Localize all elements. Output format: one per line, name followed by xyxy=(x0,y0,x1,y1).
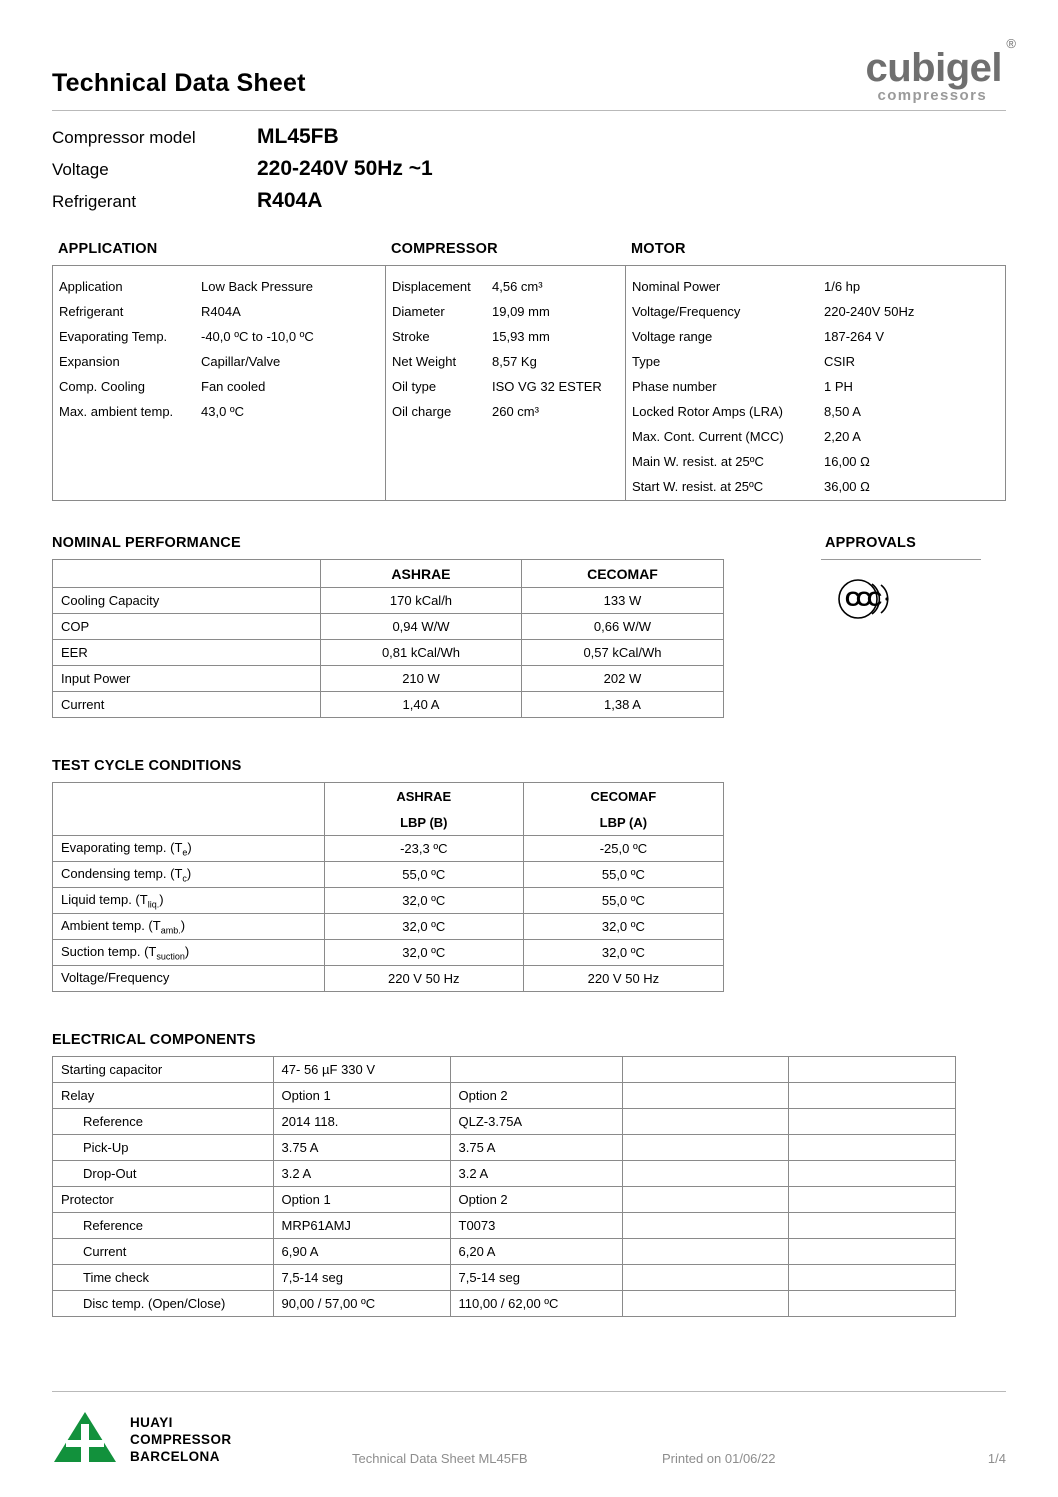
row-option1: 7,5-14 seg xyxy=(273,1265,450,1291)
header-cecomaf: CECOMAF xyxy=(523,783,723,810)
row-extra1 xyxy=(622,1109,789,1135)
row-label: Cooling Capacity xyxy=(53,588,321,614)
spec-row xyxy=(392,299,625,324)
row-ashrae: 210 W xyxy=(321,666,522,692)
row-label-sub: amb. xyxy=(160,925,181,936)
electrical-components-table xyxy=(52,1056,956,1317)
row-ashrae: 32,0 ºC xyxy=(324,914,523,940)
nominal-performance-table xyxy=(52,559,724,718)
table-row xyxy=(53,1109,956,1135)
row-option1: 2014 118. xyxy=(273,1109,450,1135)
row-label-sub: c xyxy=(182,873,187,884)
table-subheader-row xyxy=(53,809,724,836)
table-row xyxy=(53,914,724,940)
model-row xyxy=(52,189,1006,213)
row-label: Input Power xyxy=(53,666,321,692)
row-option1: 6,90 A xyxy=(273,1239,450,1265)
row-label: EER xyxy=(53,640,321,666)
row-label: Pick-Up xyxy=(53,1135,274,1161)
table-row xyxy=(53,966,724,992)
row-label-sub: liq. xyxy=(147,899,160,910)
spec-key: Locked Rotor Amps (LRA) xyxy=(632,404,784,419)
row-cecomaf: 32,0 ºC xyxy=(523,914,723,940)
spec-value: Capillar/Valve xyxy=(201,354,281,369)
table-row xyxy=(53,666,724,692)
spec-value: 2,20 A xyxy=(824,429,861,444)
spec-value: ISO VG 32 ESTER xyxy=(492,379,602,394)
subheader-ashrae: LBP (B) xyxy=(324,809,523,836)
row-ashrae: -23,3 ºC xyxy=(324,836,523,862)
approvals-block xyxy=(821,535,1006,624)
spec-key: Nominal Power xyxy=(632,279,721,294)
spec-value: 15,93 mm xyxy=(492,329,550,344)
spec-row xyxy=(632,449,1005,474)
spec-key: Evaporating Temp. xyxy=(59,329,168,344)
electrical-components-heading: ELECTRICAL COMPONENTS xyxy=(52,1032,256,1048)
row-label-end: ) xyxy=(180,917,186,933)
row-label-text: Voltage/Frequency xyxy=(61,969,170,985)
page-footer xyxy=(52,1391,1006,1469)
spec-row xyxy=(632,274,1005,299)
row-extra2 xyxy=(789,1109,956,1135)
row-option1: 3.2 A xyxy=(273,1161,450,1187)
table-row xyxy=(53,836,724,862)
spec-value: 1 PH xyxy=(824,379,853,394)
row-option2: T0073 xyxy=(450,1213,622,1239)
spec-value: 16,00 Ω xyxy=(824,454,870,469)
svg-text:C: C xyxy=(856,588,872,611)
table-row xyxy=(53,1161,956,1187)
row-option2: QLZ-3.75A xyxy=(450,1109,622,1135)
table-row xyxy=(53,692,724,718)
table-row xyxy=(53,1291,956,1317)
spec-value: 4,56 cm³ xyxy=(492,279,543,294)
row-label xyxy=(53,862,325,888)
spec-key: Expansion xyxy=(59,354,120,369)
row-cecomaf: -25,0 ºC xyxy=(523,836,723,862)
row-label-end: ) xyxy=(184,943,190,959)
header-ashrae: ASHRAE xyxy=(324,783,523,810)
spec-row xyxy=(632,349,1005,374)
motor-column xyxy=(626,266,1005,500)
row-label-text: Evaporating temp. (T xyxy=(61,839,183,855)
huayi-line1: HUAYI xyxy=(130,1415,173,1430)
huayi-mark-icon xyxy=(52,1410,118,1469)
spec-row xyxy=(632,474,1005,499)
spec-row xyxy=(392,399,625,424)
spec-row xyxy=(392,349,625,374)
spec-row xyxy=(392,274,625,299)
application-heading: APPLICATION xyxy=(58,241,158,257)
spec-key: Main W. resist. at 25ºC xyxy=(632,454,764,469)
footer-meta xyxy=(352,1451,1006,1469)
spec-row xyxy=(632,399,1005,424)
performance-and-approvals xyxy=(52,535,1006,718)
electrical-components-block xyxy=(52,1032,1006,1317)
row-option2: Option 2 xyxy=(450,1083,622,1109)
header-cecomaf: CECOMAF xyxy=(521,560,723,588)
spec-row xyxy=(59,399,385,424)
header-blank xyxy=(53,783,325,810)
row-ashrae: 170 kCal/h xyxy=(321,588,522,614)
row-extra1 xyxy=(622,1057,789,1083)
row-option2: 3.75 A xyxy=(450,1135,622,1161)
ccc-mark-icon xyxy=(831,574,905,624)
row-extra2 xyxy=(789,1239,956,1265)
header-blank xyxy=(53,560,321,588)
row-label xyxy=(53,940,325,966)
row-label-text: Liquid temp. (T xyxy=(61,891,148,907)
row-label-text: Suction temp. (T xyxy=(61,943,157,959)
footer-doc-ref: Technical Data Sheet ML45FB xyxy=(352,1451,528,1466)
spec-key: Start W. resist. at 25ºC xyxy=(632,479,764,494)
row-extra1 xyxy=(622,1187,789,1213)
row-extra2 xyxy=(789,1083,956,1109)
row-ashrae: 0,94 W/W xyxy=(321,614,522,640)
footer-content xyxy=(52,1410,1006,1469)
row-extra2 xyxy=(789,1057,956,1083)
row-label-sub: e xyxy=(182,847,188,858)
model-label: Compressor model xyxy=(52,128,196,147)
refrigerant-label: Refrigerant xyxy=(52,192,137,211)
spec-row xyxy=(632,374,1005,399)
footer-page-number: 1/4 xyxy=(987,1451,1006,1466)
row-option1: Option 1 xyxy=(273,1083,450,1109)
row-option2: 6,20 A xyxy=(450,1239,622,1265)
spec-value: 220-240V 50Hz xyxy=(824,304,915,319)
spec-key: Refrigerant xyxy=(59,304,124,319)
table-row xyxy=(53,1265,956,1291)
row-extra2 xyxy=(789,1213,956,1239)
model-row xyxy=(52,125,1006,149)
table-row xyxy=(53,1057,956,1083)
row-option2: Option 2 xyxy=(450,1187,622,1213)
motor-heading: MOTOR xyxy=(631,241,686,257)
spec-key: Type xyxy=(632,354,661,369)
svg-text:C: C xyxy=(867,588,883,611)
row-extra2 xyxy=(789,1187,956,1213)
row-extra2 xyxy=(789,1135,956,1161)
row-extra1 xyxy=(622,1083,789,1109)
row-label: Current xyxy=(53,1239,274,1265)
row-label xyxy=(53,966,325,992)
row-ashrae: 220 V 50 Hz xyxy=(324,966,523,992)
spec-value: R404A xyxy=(201,304,241,319)
table-row xyxy=(53,1213,956,1239)
footer-printed-date: Printed on 01/06/22 xyxy=(662,1451,776,1466)
table-row xyxy=(53,1083,956,1109)
row-ashrae: 32,0 ºC xyxy=(324,888,523,914)
approvals-heading: APPROVALS xyxy=(825,535,916,551)
table-row xyxy=(53,640,724,666)
spec-value: -40,0 ºC to -10,0 ºC xyxy=(201,329,314,344)
row-extra1 xyxy=(622,1239,789,1265)
spec-row xyxy=(59,299,385,324)
huayi-logo xyxy=(52,1410,352,1469)
spec-row xyxy=(632,299,1005,324)
subheader-blank xyxy=(53,809,325,836)
spec-row xyxy=(59,374,385,399)
table-row xyxy=(53,1187,956,1213)
spec-row xyxy=(632,324,1005,349)
test-cycle-table xyxy=(52,782,724,992)
spec-value: 187-264 V xyxy=(824,329,884,344)
row-label-sub: suction xyxy=(156,951,185,962)
spec-key: Application xyxy=(59,279,123,294)
row-label-end: ) xyxy=(187,839,192,855)
spec-value: Fan cooled xyxy=(201,379,266,394)
row-label-text: Ambient temp. (T xyxy=(61,917,161,933)
model-value: ML45FB xyxy=(257,125,339,148)
footer-divider xyxy=(52,1391,1006,1392)
row-label: Reference xyxy=(53,1213,274,1239)
page-header xyxy=(52,0,1016,104)
spec-key: Voltage range xyxy=(632,329,713,344)
spec-key: Max. Cont. Current (MCC) xyxy=(632,429,784,444)
row-option1: Option 1 xyxy=(273,1187,450,1213)
nominal-performance-heading: NOMINAL PERFORMANCE xyxy=(52,535,241,551)
table-row xyxy=(53,614,724,640)
huayi-line3: BARCELONA xyxy=(130,1449,220,1464)
spec-key: Net Weight xyxy=(392,354,457,369)
row-label xyxy=(53,888,325,914)
spec-value: 1/6 hp xyxy=(824,279,861,294)
row-extra1 xyxy=(622,1265,789,1291)
model-summary xyxy=(52,125,1006,213)
table-row xyxy=(53,888,724,914)
row-cecomaf: 55,0 ºC xyxy=(523,862,723,888)
header-ashrae: ASHRAE xyxy=(321,560,522,588)
row-option2: 7,5-14 seg xyxy=(450,1265,622,1291)
table-row xyxy=(53,1239,956,1265)
row-option2: 110,00 / 62,00 ºC xyxy=(450,1291,622,1317)
application-column xyxy=(53,266,386,500)
row-cecomaf: 1,38 A xyxy=(521,692,723,718)
spec-value: 36,00 Ω xyxy=(824,479,870,494)
table-row xyxy=(53,1135,956,1161)
row-ashrae: 32,0 ºC xyxy=(324,940,523,966)
spec-key: Oil type xyxy=(392,379,437,394)
spec-key: Voltage/Frequency xyxy=(632,304,741,319)
row-label: Disc temp. (Open/Close) xyxy=(53,1291,274,1317)
row-option2: 3.2 A xyxy=(450,1161,622,1187)
row-label: Drop-Out xyxy=(53,1161,274,1187)
table-row xyxy=(53,588,724,614)
spec-value: 43,0 ºC xyxy=(201,404,245,419)
subheader-cecomaf: LBP (A) xyxy=(523,809,723,836)
row-cecomaf: 32,0 ºC xyxy=(523,940,723,966)
spec-value: Low Back Pressure xyxy=(201,279,313,294)
row-option2 xyxy=(450,1057,622,1083)
spec-key: Displacement xyxy=(392,279,471,294)
huayi-wordmark xyxy=(130,1414,232,1465)
spec-value: 19,09 mm xyxy=(492,304,550,319)
spec-row xyxy=(632,424,1005,449)
spec-section-headings xyxy=(52,241,1006,257)
row-label-text: Condensing temp. (T xyxy=(61,865,183,881)
row-cecomaf: 0,57 kCal/Wh xyxy=(521,640,723,666)
spec-key: Phase number xyxy=(632,379,717,394)
spec-row xyxy=(59,274,385,299)
cubigel-logo xyxy=(865,36,1016,104)
registered-trademark-icon: ® xyxy=(1006,36,1016,51)
compressor-column xyxy=(386,266,626,500)
logo-subtitle: compressors xyxy=(877,87,988,104)
test-cycle-block xyxy=(52,758,1006,992)
spec-value: 8,57 Kg xyxy=(492,354,537,369)
svg-text:C: C xyxy=(845,588,861,611)
row-ashrae: 55,0 ºC xyxy=(324,862,523,888)
test-cycle-heading: TEST CYCLE CONDITIONS xyxy=(52,758,242,774)
refrigerant-value: R404A xyxy=(257,189,323,212)
table-header-row xyxy=(53,560,724,588)
row-extra2 xyxy=(789,1265,956,1291)
row-label-end: ) xyxy=(159,891,164,907)
row-ashrae: 0,81 kCal/Wh xyxy=(321,640,522,666)
spec-key: Max. ambient temp. xyxy=(59,404,174,419)
row-extra2 xyxy=(789,1291,956,1317)
row-extra2 xyxy=(789,1161,956,1187)
row-extra1 xyxy=(622,1213,789,1239)
spec-row xyxy=(392,374,625,399)
voltage-value: 220-240V 50Hz ~1 xyxy=(257,157,433,180)
spec-key: Diameter xyxy=(392,304,445,319)
huayi-line2: COMPRESSOR xyxy=(130,1432,232,1447)
logo-wordmark: cubigel xyxy=(865,46,1002,90)
row-label: Protector xyxy=(53,1187,274,1213)
nominal-performance-block xyxy=(52,535,724,718)
row-label xyxy=(53,836,325,862)
compressor-heading: COMPRESSOR xyxy=(391,241,498,257)
row-label: COP xyxy=(53,614,321,640)
row-extra1 xyxy=(622,1161,789,1187)
row-cecomaf: 220 V 50 Hz xyxy=(523,966,723,992)
row-option1: 3.75 A xyxy=(273,1135,450,1161)
voltage-label: Voltage xyxy=(52,160,109,179)
row-cecomaf: 55,0 ºC xyxy=(523,888,723,914)
row-label: Reference xyxy=(53,1109,274,1135)
row-cecomaf: 133 W xyxy=(521,588,723,614)
spec-key: Oil charge xyxy=(392,404,452,419)
spec-key: Comp. Cooling xyxy=(59,379,145,394)
row-label: Relay xyxy=(53,1083,274,1109)
row-label: Current xyxy=(53,692,321,718)
table-header-row xyxy=(53,783,724,810)
spec-row xyxy=(59,349,385,374)
row-extra1 xyxy=(622,1135,789,1161)
table-row xyxy=(53,862,724,888)
header-divider xyxy=(52,110,1006,111)
spec-value: 8,50 A xyxy=(824,404,861,419)
model-row xyxy=(52,157,1006,181)
row-label: Starting capacitor xyxy=(53,1057,274,1083)
row-label: Time check xyxy=(53,1265,274,1291)
spec-table xyxy=(52,265,1006,501)
row-ashrae: 1,40 A xyxy=(321,692,522,718)
row-label-end: ) xyxy=(186,865,192,881)
row-option1: 47- 56 µF 330 V xyxy=(273,1057,450,1083)
row-label xyxy=(53,914,325,940)
spec-key: Stroke xyxy=(392,329,430,344)
table-row xyxy=(53,940,724,966)
spec-row xyxy=(392,324,625,349)
row-cecomaf: 0,66 W/W xyxy=(521,614,723,640)
page-title: Technical Data Sheet xyxy=(52,69,306,97)
approvals-divider xyxy=(821,559,981,560)
spec-row xyxy=(59,324,385,349)
row-option1: 90,00 / 57,00 ºC xyxy=(273,1291,450,1317)
row-option1: MRP61AMJ xyxy=(273,1213,450,1239)
spec-value: CSIR xyxy=(824,354,856,369)
row-cecomaf: 202 W xyxy=(521,666,723,692)
spec-value: 260 cm³ xyxy=(492,404,539,419)
row-extra1 xyxy=(622,1291,789,1317)
